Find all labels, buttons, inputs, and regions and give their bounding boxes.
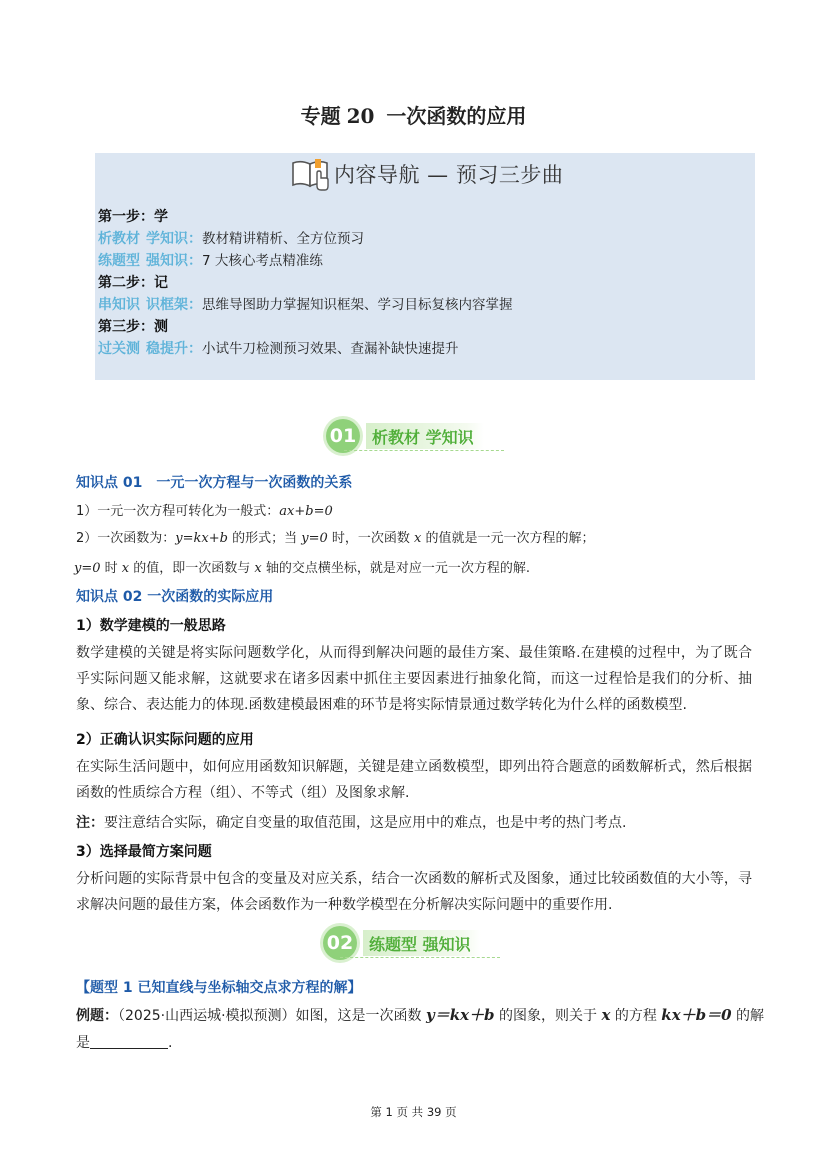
nav-step-2: 第二步：记 — [98, 275, 168, 291]
page-footer: 第 1 页 共 39 页 — [370, 1105, 457, 1119]
kp1-line-2: 2）一次函数为：y=kx+b 的形式；当 y=0 时，一次函数 x 的值就是一元一次方程的解； — [76, 531, 595, 546]
section-divider — [340, 957, 500, 958]
note-label: 注： — [76, 815, 104, 831]
kp1-line-3: y=0 时 x 的值，即一次函数与 x 轴的交点横坐标，就是对应一元一次方程的解. — [74, 561, 530, 576]
nav-item-4: 过关测 稳提升：小试牛刀检测预习效果、查漏补缺快速提升 — [98, 341, 459, 357]
section-banner-02 — [323, 926, 481, 960]
section-banner-01 — [326, 419, 484, 453]
kp2-paragraph-3: 分析问题的实际背景中包含的变量及对应关系，结合一次函数的解析式及图象，通过比较函数值的大小等，寻求解决问题的最佳方案，体会函数作为一种数学模型在分析解决实际问题中的重要作用. — [76, 871, 752, 913]
book-icon — [290, 156, 332, 192]
section-number-badge: 01 — [326, 419, 360, 453]
page-title: 专题 20 一次函数的应用 — [300, 104, 527, 128]
knowledge-point-1-title: 知识点 01 一元一次方程与一次函数的关系 — [76, 475, 353, 491]
example-line-1: 例题：（2025·山西运城·模拟预测）如图，这是一次函数 y＝kx＋b 的图象，则关于 x 的方程 kx＋b＝0 的解 — [76, 1006, 765, 1024]
kp2-subheading-2: 2）正确认识实际问题的应用 — [76, 732, 254, 748]
section-number-badge: 02 — [323, 926, 357, 960]
question-type-1-title: 【题型 1 已知直线与坐标轴交点求方程的解】 — [76, 980, 362, 996]
example-line-2: 是 . — [76, 1035, 173, 1051]
knowledge-point-2-title: 知识点 02 一次函数的实际应用 — [76, 589, 274, 605]
section-label: 析教材 学知识 — [366, 423, 484, 449]
section-label: 练题型 强知识 — [363, 930, 481, 956]
nav-item-3: 串知识 识框架：思维导图助力掌握知识框架、学习目标复核内容掌握 — [98, 297, 513, 313]
section-divider — [344, 450, 504, 451]
kp1-line-1: 1）一元一次方程可转化为一般式：ax+b=0 — [76, 504, 333, 519]
answer-blank[interactable] — [90, 1048, 168, 1049]
kp2-note: 注：要注意结合实际，确定自变量的取值范围，这是应用中的难点，也是中考的热门考点. — [76, 815, 627, 831]
example-label: 例题： — [76, 1008, 118, 1024]
kp2-paragraph-2: 在实际生活问题中，如何应用函数知识解题，关键是建立函数模型，即列出符合题意的函数解析式，然后根据函数的性质综合方程（组）、不等式（组）及图象求解. — [76, 759, 752, 801]
nav-step-1: 第一步：学 — [98, 209, 168, 225]
nav-step-3: 第三步：测 — [98, 319, 168, 335]
nav-item-2: 练题型 强知识：7 大核心考点精准练 — [98, 253, 323, 269]
kp2-paragraph-1: 数学建模的关键是将实际问题数学化，从而得到解决问题的最佳方案、最佳策略.在建模的过程中，为了既合乎实际问题又能求解，这就要求在诸多因素中抓住主要因素进行抽象化简，而这一过程恰是我们的分析、抽象、综合、表达能力的体现.函数建模最困难的环节是将实际情景通过数学转化为什么样的函数模型. — [76, 645, 752, 713]
nav-item-1: 析教材 学知识：教材精讲精析、全方位预习 — [98, 231, 364, 247]
kp2-subheading-3: 3）选择最简方案问题 — [76, 844, 212, 860]
nav-heading: 内容导航 — 预习三步曲 — [290, 156, 563, 192]
kp2-subheading-1: 1）数学建模的一般思路 — [76, 618, 226, 634]
